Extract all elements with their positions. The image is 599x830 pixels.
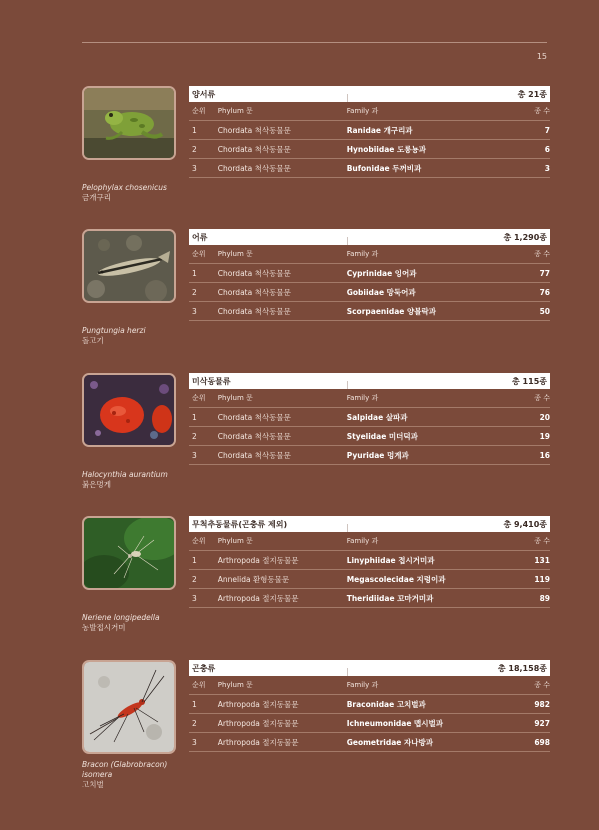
section-title: 곤충류	[192, 663, 216, 673]
section-total: 총 21종	[517, 89, 547, 99]
table-row	[189, 589, 550, 608]
rank-cell: 3	[192, 306, 197, 316]
col-phylum: Phylum 문	[217, 681, 253, 689]
count-cell: 982	[534, 699, 550, 709]
col-phylum: Phylum 문	[217, 107, 253, 115]
count-cell: 6	[544, 144, 550, 154]
table-header-bar	[189, 229, 550, 245]
photo-caption	[82, 326, 192, 346]
col-rank: 순위	[192, 250, 206, 258]
table-header-bar	[189, 660, 550, 676]
family-cell: Pyuridae 멍게과	[346, 450, 409, 460]
count-cell: 698	[534, 737, 550, 747]
table-header-bar	[189, 373, 550, 389]
phylum-cell: Chordata 척삭동물문	[217, 450, 291, 460]
col-family: Family 과	[346, 681, 379, 689]
family-cell: Geometridae 자나방과	[346, 737, 433, 747]
rank-cell: 2	[192, 287, 197, 297]
spider-photo	[82, 516, 176, 590]
table-header-bar	[189, 86, 550, 102]
rank-cell: 3	[192, 737, 197, 747]
column-header-row	[189, 102, 550, 121]
count-cell: 131	[534, 555, 550, 565]
col-phylum: Phylum 문	[217, 394, 253, 402]
rank-cell: 3	[192, 450, 197, 460]
fish-photo	[82, 229, 176, 303]
family-cell: Cyprinidae 잉어과	[346, 268, 417, 278]
wasp-photo	[82, 660, 176, 754]
family-cell: Salpidae 살파과	[346, 412, 408, 422]
section-title: 무척추동물류(곤충류 제외)	[192, 519, 288, 529]
rank-cell: 2	[192, 718, 197, 728]
section-title: 양서류	[192, 89, 216, 99]
family-cell: Gobiidae 망둑어과	[346, 287, 416, 297]
col-phylum: Phylum 문	[217, 250, 253, 258]
col-family: Family 과	[346, 394, 379, 402]
taxonomy-table	[189, 516, 550, 608]
rank-cell: 2	[192, 431, 197, 441]
phylum-cell: Arthropoda 절지동물문	[217, 718, 299, 728]
section-insects	[82, 660, 550, 789]
col-count: 종 수	[534, 537, 550, 545]
table-row	[189, 446, 550, 465]
caption-scientific: Pelophylax chosenicus	[82, 183, 167, 192]
section-total: 총 1,290종	[503, 232, 547, 242]
sea-squirt-image	[84, 375, 174, 445]
phylum-cell: Arthropoda 절지동물문	[217, 699, 299, 709]
photo-caption	[82, 760, 192, 790]
table-row	[189, 283, 550, 302]
col-rank: 순위	[192, 681, 206, 689]
column-header-row	[189, 532, 550, 551]
photo-caption	[82, 613, 192, 633]
col-family: Family 과	[346, 107, 379, 115]
caption-scientific: Halocynthia aurantium	[82, 470, 168, 479]
count-cell: 7	[544, 125, 550, 135]
rank-cell: 1	[192, 125, 197, 135]
rank-cell: 3	[192, 593, 197, 603]
taxonomy-table	[189, 229, 550, 321]
count-cell: 16	[539, 450, 550, 460]
count-cell: 89	[539, 593, 550, 603]
table-row	[189, 408, 550, 427]
table-row	[189, 695, 550, 714]
rank-cell: 1	[192, 412, 197, 422]
section-invertebrates	[82, 516, 550, 641]
top-rule	[82, 42, 547, 43]
phylum-cell: Chordata 척삭동물문	[217, 306, 291, 316]
col-rank: 순위	[192, 394, 206, 402]
col-count: 종 수	[534, 394, 550, 402]
count-cell: 19	[539, 431, 550, 441]
rank-cell: 3	[192, 163, 197, 173]
col-rank: 순위	[192, 537, 206, 545]
count-cell: 77	[539, 268, 550, 278]
column-header-row	[189, 389, 550, 408]
count-cell: 76	[539, 287, 550, 297]
fish-image	[84, 231, 174, 301]
col-family: Family 과	[346, 250, 379, 258]
phylum-cell: Chordata 척삭동물문	[217, 144, 291, 154]
caption-korean: 농발접시거미	[82, 623, 126, 632]
count-cell: 3	[544, 163, 550, 173]
family-cell: Linyphiidae 접시거미과	[346, 555, 435, 565]
col-count: 종 수	[534, 250, 550, 258]
table-row	[189, 121, 550, 140]
table-row	[189, 140, 550, 159]
count-cell: 20	[539, 412, 550, 422]
taxonomy-table	[189, 86, 550, 178]
caption-korean: 붉은멍게	[82, 480, 111, 489]
col-count: 종 수	[534, 681, 550, 689]
table-row	[189, 427, 550, 446]
taxonomy-table	[189, 660, 550, 752]
phylum-cell: Chordata 척삭동물문	[217, 163, 291, 173]
table-row	[189, 264, 550, 283]
sea-squirt-photo	[82, 373, 176, 447]
table-row	[189, 714, 550, 733]
section-total: 총 9,410종	[503, 519, 547, 529]
phylum-cell: Annelida 환형동물문	[217, 574, 290, 584]
caption-scientific: Bracon (Glabrobracon) isomera	[82, 760, 168, 779]
phylum-cell: Chordata 척삭동물문	[217, 431, 291, 441]
table-header-bar	[189, 516, 550, 532]
section-urochordates	[82, 373, 550, 498]
rank-cell: 1	[192, 268, 197, 278]
rank-cell: 1	[192, 699, 197, 709]
col-count: 종 수	[534, 107, 550, 115]
family-cell: Styelidae 미더덕과	[346, 431, 418, 441]
table-row	[189, 570, 550, 589]
family-cell: Braconidae 고치벌과	[346, 699, 426, 709]
count-cell: 927	[534, 718, 550, 728]
frog-image	[84, 88, 174, 158]
caption-korean: 금개구리	[82, 193, 111, 202]
count-cell: 50	[539, 306, 550, 316]
family-cell: Ichneumonidae 맵시벌과	[346, 718, 444, 728]
phylum-cell: Arthropoda 절지동물문	[217, 555, 299, 565]
caption-scientific: Neriene longipedella	[82, 613, 160, 622]
spider-image	[84, 518, 174, 588]
wasp-image	[84, 662, 174, 752]
taxonomy-table	[189, 373, 550, 465]
photo-caption	[82, 470, 192, 490]
section-amphibians	[82, 86, 550, 211]
caption-scientific: Pungtungia herzi	[82, 326, 146, 335]
table-row	[189, 302, 550, 321]
caption-korean: 돌고기	[82, 336, 104, 345]
rank-cell: 1	[192, 555, 197, 565]
table-row	[189, 159, 550, 178]
column-header-row	[189, 245, 550, 264]
col-family: Family 과	[346, 537, 379, 545]
table-row	[189, 733, 550, 752]
section-total: 총 18,158종	[497, 663, 547, 673]
family-cell: Theridiidae 꼬마거미과	[346, 593, 434, 603]
rank-cell: 2	[192, 144, 197, 154]
page-number: 15	[536, 52, 547, 61]
family-cell: Bufonidae 두꺼비과	[346, 163, 422, 173]
section-title: 어류	[192, 232, 208, 242]
section-fish	[82, 229, 550, 354]
section-total: 총 115종	[512, 376, 547, 386]
phylum-cell: Arthropoda 절지동물문	[217, 737, 299, 747]
section-title: 미삭동물류	[192, 376, 231, 386]
photo-caption	[82, 183, 192, 203]
phylum-cell: Chordata 척삭동물문	[217, 268, 291, 278]
phylum-cell: Chordata 척삭동물문	[217, 125, 291, 135]
family-cell: Ranidae 개구리과	[346, 125, 413, 135]
family-cell: Hynobiidae 도롱뇽과	[346, 144, 426, 154]
family-cell: Scorpaenidae 양볼락과	[346, 306, 436, 316]
frog-photo	[82, 86, 176, 160]
caption-korean: 고치벌	[82, 780, 104, 789]
column-header-row	[189, 676, 550, 695]
col-phylum: Phylum 문	[217, 537, 253, 545]
table-row	[189, 551, 550, 570]
phylum-cell: Chordata 척삭동물문	[217, 412, 291, 422]
count-cell: 119	[534, 574, 550, 584]
phylum-cell: Chordata 척삭동물문	[217, 287, 291, 297]
col-rank: 순위	[192, 107, 206, 115]
rank-cell: 2	[192, 574, 197, 584]
phylum-cell: Arthropoda 절지동물문	[217, 593, 299, 603]
family-cell: Megascolecidae 지렁이과	[346, 574, 446, 584]
